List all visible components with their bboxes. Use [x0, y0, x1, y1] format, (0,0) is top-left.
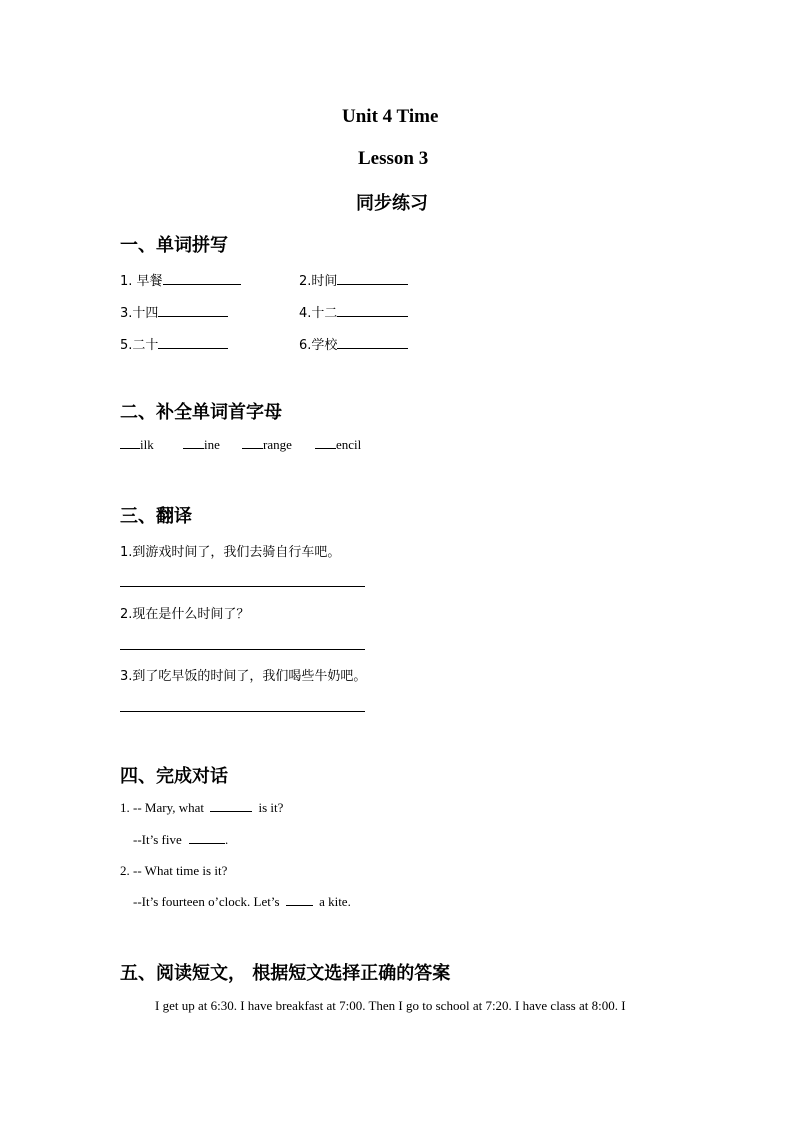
dialogue-blank[interactable]	[210, 800, 252, 812]
lesson-title: Lesson 3	[358, 148, 429, 169]
dialogue-text: --It’s fourteen o’clock. Let’s	[133, 894, 280, 909]
letter-item-text: range	[263, 437, 292, 452]
section-4-heading: 四、完成对话	[120, 766, 228, 787]
answer-blank[interactable]	[158, 337, 228, 349]
translation-item-3: 3.到了吃早饭的时间了，我们喝些牛奶吧。	[120, 669, 367, 684]
letter-blank[interactable]	[315, 437, 336, 449]
dialogue-blank[interactable]	[189, 832, 225, 844]
dialogue-text: is it?	[258, 800, 284, 815]
dialogue-text: --It’s five	[133, 832, 182, 847]
spelling-item-label: 1. 早餐	[120, 274, 163, 289]
reading-passage: I get up at 6:30. I have breakfast at 7:00. Then I go to school at 7:20. I have class at 8:00. I	[155, 998, 626, 1013]
translation-answer-line[interactable]	[120, 711, 365, 712]
spelling-item-4	[299, 302, 408, 321]
answer-blank[interactable]	[337, 305, 408, 317]
letter-blank[interactable]	[242, 437, 263, 449]
section-3-heading: 三、翻译	[120, 506, 192, 527]
answer-blank[interactable]	[158, 305, 228, 317]
section-5-heading: 五、阅读短文， 根据短文选择正确的答案	[120, 963, 451, 984]
page-title: Unit 4 Time	[342, 106, 439, 127]
spelling-item-label: 3.十四	[120, 306, 159, 321]
page-subtitle: 同步练习	[356, 193, 428, 214]
answer-blank[interactable]	[163, 273, 241, 285]
letter-item-2	[183, 437, 220, 453]
dialogue-blank[interactable]	[286, 894, 313, 906]
spelling-item-label: 2.时间	[299, 274, 338, 289]
letter-item-text: ilk	[140, 437, 154, 452]
letter-item-1	[120, 437, 154, 453]
spelling-item-label: 6.学校	[299, 338, 338, 353]
spelling-item-1	[120, 270, 241, 289]
dialogue-text: a kite.	[319, 894, 351, 909]
spelling-item-3	[120, 302, 228, 321]
letter-item-text: encil	[336, 437, 362, 452]
dialogue-2-reply	[133, 894, 351, 910]
dialogue-1-reply	[133, 832, 228, 848]
section-2-heading: 二、补全单词首字母	[120, 402, 282, 423]
spelling-item-label: 5.二十	[120, 338, 159, 353]
answer-blank[interactable]	[337, 273, 408, 285]
letter-blank[interactable]	[183, 437, 204, 449]
translation-answer-line[interactable]	[120, 586, 365, 587]
dialogue-text: .	[224, 832, 229, 847]
letter-blank[interactable]	[120, 437, 140, 449]
dialogue-text: 1. -- Mary, what	[120, 800, 204, 815]
dialogue-1-question	[120, 800, 283, 816]
letter-item-4	[315, 437, 361, 453]
letter-item-3	[242, 437, 292, 453]
spelling-item-6	[299, 334, 408, 353]
letter-item-text: ine	[204, 437, 220, 452]
section-1-heading: 一、单词拼写	[120, 235, 228, 256]
translation-item-1: 1.到游戏时间了，我们去骑自行车吧。	[120, 545, 341, 560]
spelling-item-2	[299, 270, 408, 289]
translation-item-2: 2.现在是什么时间了？	[120, 607, 250, 622]
answer-blank[interactable]	[337, 337, 408, 349]
spelling-item-label: 4.十二	[299, 306, 338, 321]
dialogue-2-question: 2. -- What time is it?	[120, 863, 228, 878]
spelling-item-5	[120, 334, 228, 353]
translation-answer-line[interactable]	[120, 649, 365, 650]
